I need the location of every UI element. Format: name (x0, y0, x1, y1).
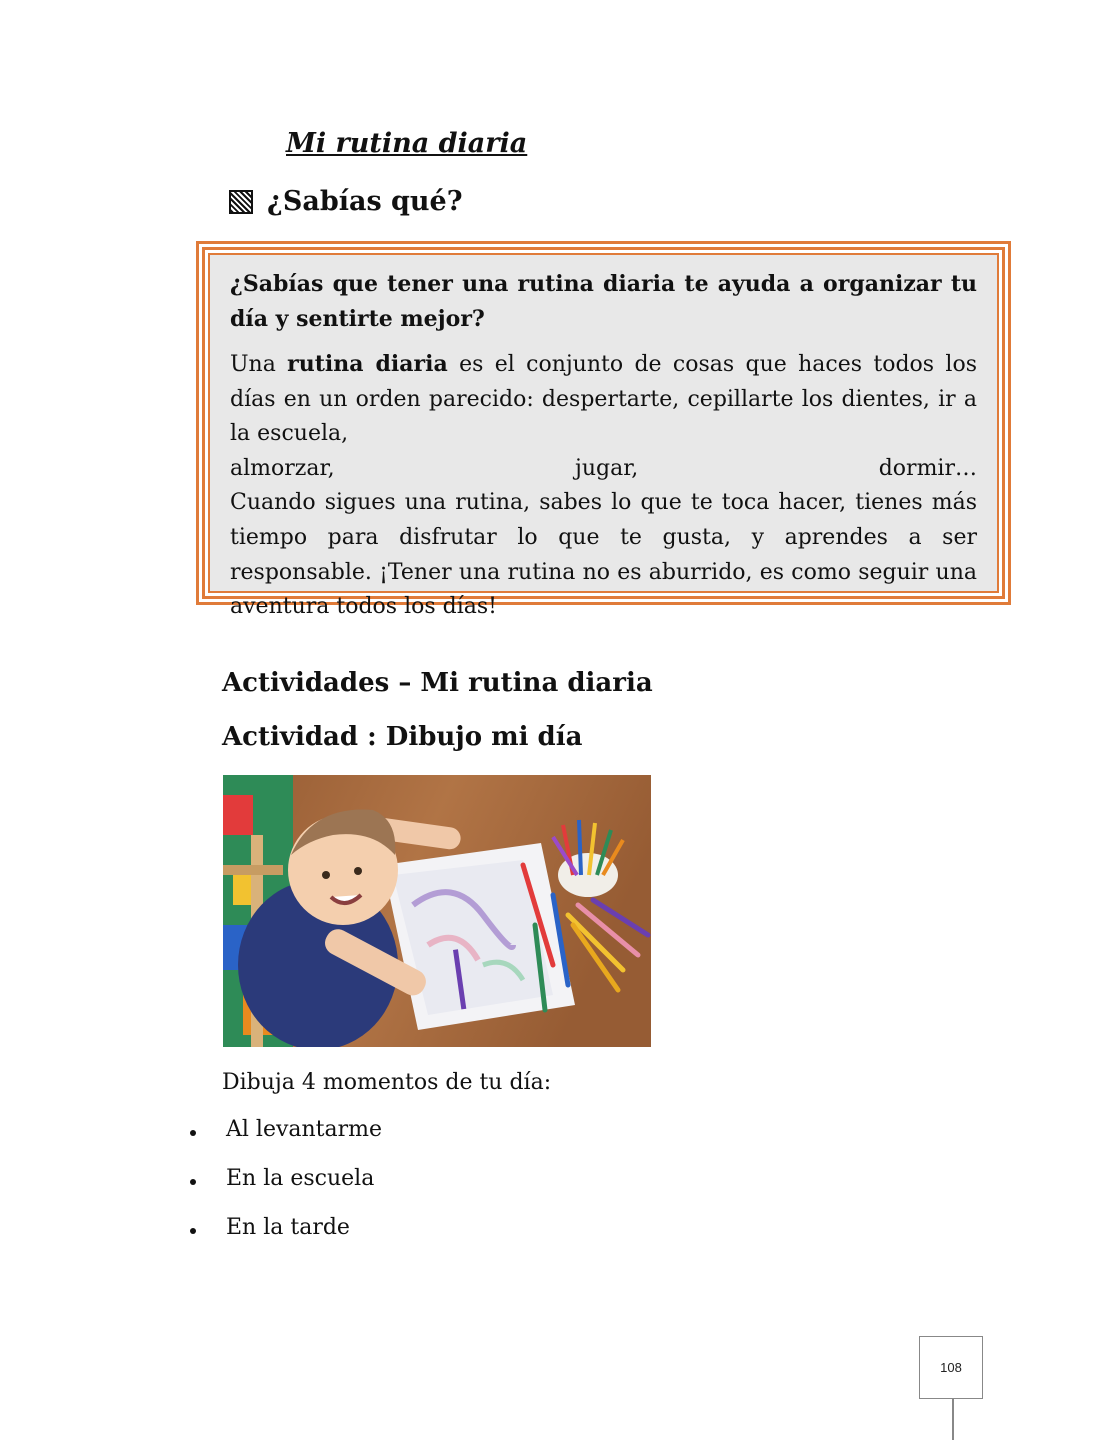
list-item (186, 1166, 382, 1215)
info-box (196, 241, 1011, 620)
page-number: 108 (919, 1336, 983, 1399)
bullet-icon (190, 1228, 196, 1234)
info-box-paragraph (230, 347, 977, 625)
child-drawing-photo (223, 775, 651, 1047)
list-item-text: Al levantarme (226, 1117, 383, 1142)
list-item-text: En la escuela (226, 1166, 375, 1191)
child-drawing-illustration (223, 775, 651, 1047)
moments-list (186, 1117, 382, 1264)
list-item (186, 1215, 382, 1264)
info-box-question: ¿Sabías que tener una rutina diaria te ayuda a organizar tu día y sentirte mejor? (230, 271, 977, 332)
bullet-icon (190, 1130, 196, 1136)
activity-heading: Actividad : Dibujo mi día (222, 722, 583, 752)
para-rest: es el conjunto de cosas que haces todos los días en un orden parecido: despertarte, cepillarte los dientes, ir a la escuela, (230, 352, 977, 447)
spread-line (230, 452, 977, 487)
para-bold-term: rutina diaria (287, 351, 448, 377)
hatched-square-icon (229, 190, 253, 214)
activities-heading: Actividades – Mi rutina diaria (222, 668, 653, 698)
spread-word-3: dormir… (878, 455, 977, 481)
list-item (186, 1117, 382, 1166)
bullet-icon (190, 1179, 196, 1185)
drawing-instruction: Dibuja 4 momentos de tu día: (222, 1070, 552, 1095)
page-title: Mi rutina diaria (286, 128, 528, 159)
section-heading-text: ¿Sabías qué? (267, 186, 463, 217)
info-box-paragraph-lines (230, 347, 977, 452)
list-item-text: En la tarde (226, 1215, 350, 1240)
page-number-line (952, 1399, 954, 1440)
spread-word-2: jugar, (575, 455, 639, 481)
para-start: Una (230, 352, 288, 377)
info-box-content (208, 253, 999, 620)
para-second: Cuando sigues una rutina, sabes lo que te toca hacer, tienes más tiempo para disfrutar lo que te gusta, y aprendes a ser responsable. ¡Tener una rutina no es aburrido, es como seguir una aventura todos los días! (230, 490, 977, 620)
section-heading (229, 186, 463, 217)
spread-word-1: almorzar, (230, 455, 335, 481)
info-box-middle-border (202, 247, 1005, 620)
